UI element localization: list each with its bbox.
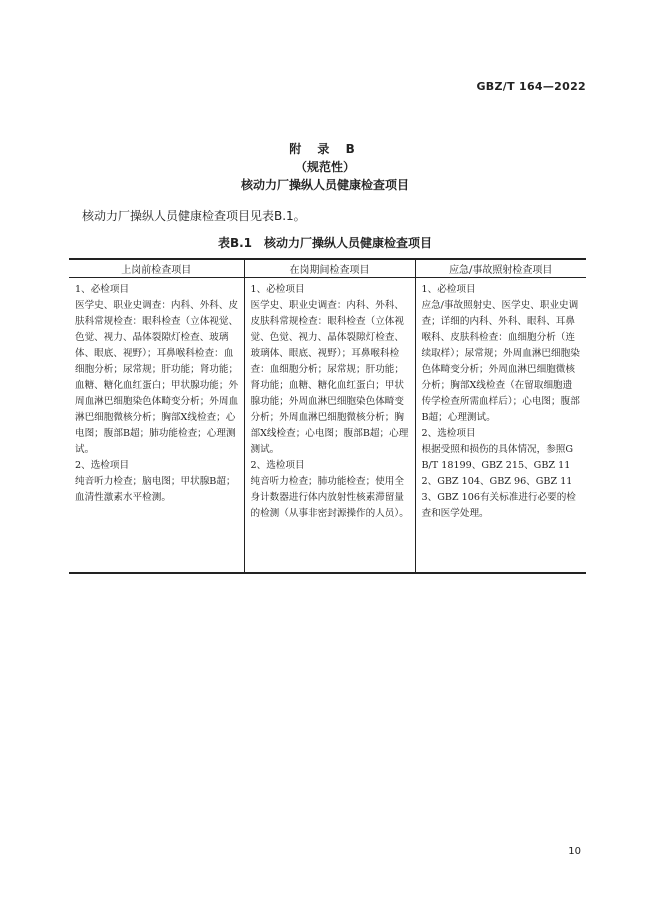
- intro-paragraph: 核动力厂操纵人员健康检查项目见表B.1。: [82, 209, 306, 223]
- header-emergency: 应急/事故照射检查项目: [415, 259, 586, 278]
- table-row: [69, 278, 586, 574]
- optional-heading: 2、选检项目: [421, 428, 476, 439]
- required-items: 医学史、职业史调查：内科、外科、皮肤科常规检查：眼科检查（立体视觉、色觉、视力、晶体裂隙灯检查、玻璃体、眼底、视野）；耳鼻喉科检查：血细胞分析；尿常规；肝功能；肾功能；血糖、糖化血红蛋白；甲状腺功能；外周血淋巴细胞染色体畸变分析；外周血淋巴细胞微核分析；胸部X线检查；心电图；腹部B超；心理测试。: [250, 300, 409, 455]
- health-check-table: [69, 258, 586, 574]
- emergency-cell: [415, 278, 586, 574]
- optional-items: 根据受照和损伤的具体情况，参照GB/T 18199、GBZ 215、GBZ 112、GBZ 104、GBZ 96、GBZ 113、GBZ 106有关标准进行必要的检查和医学处理。: [421, 444, 576, 519]
- pre-employment-cell: [69, 278, 244, 574]
- standard-code: GBZ/T 164—2022: [476, 80, 586, 93]
- required-heading: 1、必检项目: [421, 284, 476, 295]
- table-caption: 表B.1 核动力厂操纵人员健康检查项目: [217, 236, 433, 250]
- required-items: 应急/事故照射史、医学史、职业史调查；详细的内科、外科、眼科、耳鼻喉科、皮肤科检查：血细胞分析（连续取样）；尿常规；外周血淋巴细胞染色体畸变分析；外周血淋巴细胞微核分析；胸部X线检查（在留取细胞遗传学检查所需血样后）；心电图；腹部B超；心理测试。: [421, 300, 580, 423]
- annex-type: （规范性）: [294, 160, 355, 174]
- required-heading: 1、必检项目: [250, 284, 305, 295]
- required-heading: 1、必检项目: [75, 284, 130, 295]
- header-on-duty: 在岗期间检查项目: [244, 259, 415, 278]
- required-items: 医学史、职业史调查：内科、外科、皮肤科常规检查：眼科检查（立体视觉、色觉、视力、晶体裂隙灯检查、玻璃体、眼底、视野）；耳鼻喉科检查：血细胞分析；尿常规；肝功能；肾功能；血糖、糖化血红蛋白；甲状腺功能；外周血淋巴细胞染色体畸变分析；外周血淋巴细胞微核分析；胸部X线检查；心电图；腹部B超；肺功能检查；心理测试。: [75, 300, 239, 455]
- page-number: 10: [568, 846, 581, 857]
- annex-label: 附 录 B: [289, 142, 361, 156]
- table-header-row: [69, 259, 586, 278]
- optional-heading: 2、选检项目: [250, 460, 305, 471]
- annex-title: 核动力厂操纵人员健康检查项目: [240, 178, 409, 192]
- optional-heading: 2、选检项目: [75, 460, 130, 471]
- optional-items: 纯音听力检查；肺功能检查；使用全身计数器进行体内放射性核素滞留量的检测（从事非密封源操作的人员）。: [250, 476, 409, 519]
- on-duty-cell: [244, 278, 415, 574]
- header-pre-employment: 上岗前检查项目: [69, 259, 244, 278]
- optional-items: 纯音听力检查；脑电图；甲状腺B超；血清性激素水平检测。: [75, 476, 236, 503]
